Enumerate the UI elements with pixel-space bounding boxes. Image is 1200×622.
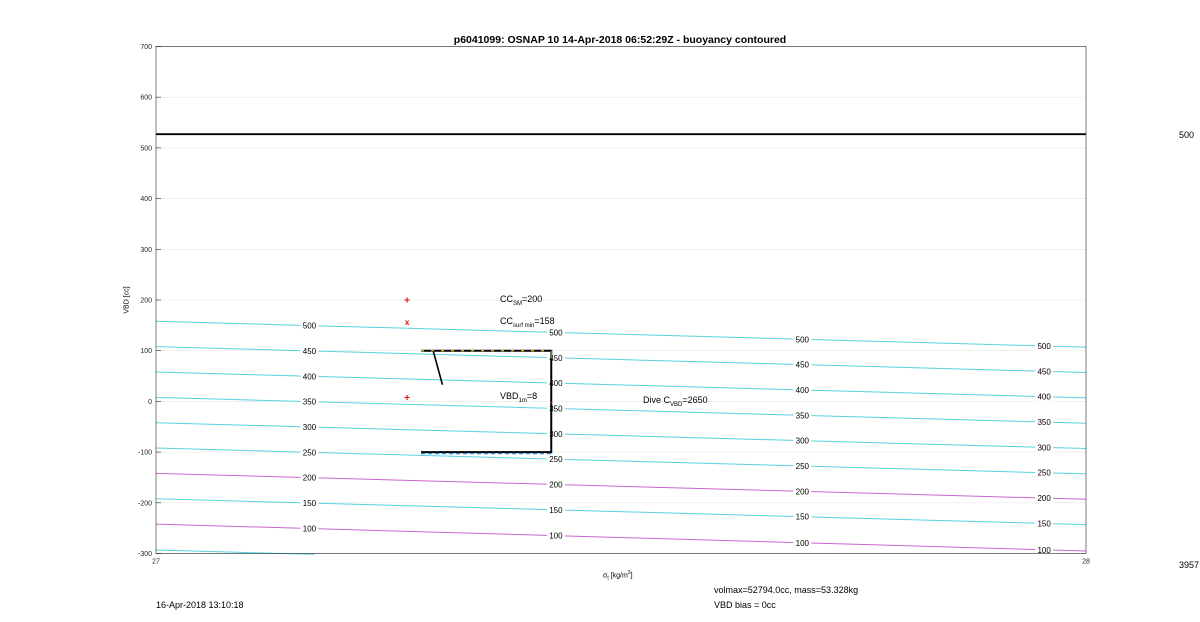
y-tick-label: 200 [140, 297, 152, 305]
contour-label: 350 [549, 404, 563, 414]
contour-label: 100 [795, 538, 810, 548]
contour-line [156, 372, 1086, 398]
marker-label-main: CC [500, 316, 513, 326]
footer-timestamp: 16-Apr-2018 13:10:18 [156, 600, 244, 610]
marker-point: + [404, 295, 411, 307]
contour-line [156, 321, 1086, 347]
y-tick-label: 100 [140, 348, 152, 356]
contour-line [156, 473, 1086, 499]
contour-label: 450 [302, 346, 317, 356]
chart-title: p6041099: OSNAP 10 14-Apr-2018 06:52:29Z - buoyancy contoured [453, 34, 787, 46]
marker-point: + [404, 392, 411, 404]
y-tick-label: -100 [137, 449, 152, 457]
profile-zero-marker: - [549, 397, 553, 407]
x-tick-label: 27 [152, 558, 160, 566]
y-tick-label: 500 [140, 145, 152, 153]
y-tick-label: 700 [140, 44, 152, 51]
contour-label: 450 [795, 360, 810, 370]
contour-label: 200 [795, 487, 810, 497]
contour-label: 150 [795, 512, 810, 522]
contour-label: 400 [549, 379, 563, 389]
y-axis-ticks [138, 44, 161, 558]
contour-label: 250 [1037, 468, 1051, 478]
marker-label-main: CC [500, 294, 513, 304]
marker-label-main: VBD [500, 391, 519, 401]
y-tick-label: -300 [137, 551, 152, 558]
y-tick-label: 400 [140, 196, 152, 204]
x-axis-label-close: ] [630, 572, 633, 580]
contour-label: 350 [795, 411, 810, 421]
marker-point: x [404, 317, 410, 327]
footer-volmax: volmax=52794.0cc, mass=53.328kg [714, 585, 859, 595]
right-label-top: 500 [1179, 130, 1195, 140]
y-tick-label: 0 [148, 398, 152, 406]
buoyancy-contours [156, 321, 1086, 554]
annotation-main: Dive C [643, 395, 671, 405]
x-axis-label [603, 570, 633, 582]
contour-label: 150 [1037, 519, 1051, 529]
contour-label: 150 [549, 505, 563, 515]
contour-label: 400 [795, 385, 810, 395]
contour-label: 150 [302, 499, 317, 509]
contour-label: 300 [1037, 443, 1051, 453]
x-axis-label-sup: 3 [627, 570, 631, 576]
contour-label: 100 [1037, 545, 1051, 555]
contour-label: 300 [795, 436, 810, 446]
marker-label-vbd-1m [500, 391, 537, 404]
contour-label: 500 [795, 335, 810, 345]
contour-label: 450 [549, 353, 563, 363]
y-tick-label: 300 [140, 246, 152, 254]
x-axis-label-unit: [kg/m [608, 572, 628, 580]
marker-label-sub: SM [513, 300, 522, 307]
contour-label: 350 [1037, 418, 1051, 428]
contour-label: 250 [549, 455, 563, 465]
annotation-rest: =2650 [682, 395, 708, 405]
contour-label: 400 [302, 372, 317, 382]
annotation-sub: VBD [670, 401, 683, 408]
contour-label: 300 [549, 429, 563, 439]
contour-label: 200 [549, 480, 563, 490]
y-tick-label: 600 [140, 94, 152, 102]
marker-label-cc-surf-min [500, 316, 555, 329]
contour-line [156, 423, 1086, 449]
marker-label-rest: =158 [534, 316, 555, 326]
dive-c-vbd-annotation [643, 395, 708, 408]
contour-label: 400 [1037, 392, 1051, 402]
marker-label-cc-sm [500, 294, 542, 307]
x-axis-ticks [152, 559, 1090, 566]
x-axis-label-sub: t [607, 575, 609, 582]
footer-vbd-bias: VBD bias = 0cc [714, 600, 776, 610]
right-label-bottom: 3957 [1179, 560, 1200, 570]
marker-label-rest: =200 [522, 294, 543, 304]
marker-label-rest: =8 [526, 391, 538, 401]
contour-label: 200 [302, 473, 317, 483]
contour-label: 100 [549, 531, 563, 541]
contour-label: 250 [302, 448, 317, 458]
contour-line [156, 524, 1086, 551]
x-axis-label-main: σ [603, 572, 608, 580]
contour-label: 500 [302, 321, 317, 331]
marker-label-sub: surf min [513, 322, 535, 329]
y-tick-label: -200 [137, 500, 152, 508]
marker-label-sub: 1m [518, 397, 527, 404]
contour-label: 350 [302, 397, 317, 407]
contour-label: 300 [302, 422, 317, 432]
contour-label: 500 [1037, 341, 1051, 351]
contour-label: 500 [549, 328, 563, 338]
contour-label: 450 [1037, 367, 1051, 377]
contour-label: 200 [1037, 494, 1051, 504]
contour-label: 250 [795, 462, 810, 472]
y-axis-label: VBD [cc] [123, 286, 131, 314]
x-tick-label: 28 [1082, 558, 1090, 566]
contour-label: 100 [302, 524, 317, 534]
